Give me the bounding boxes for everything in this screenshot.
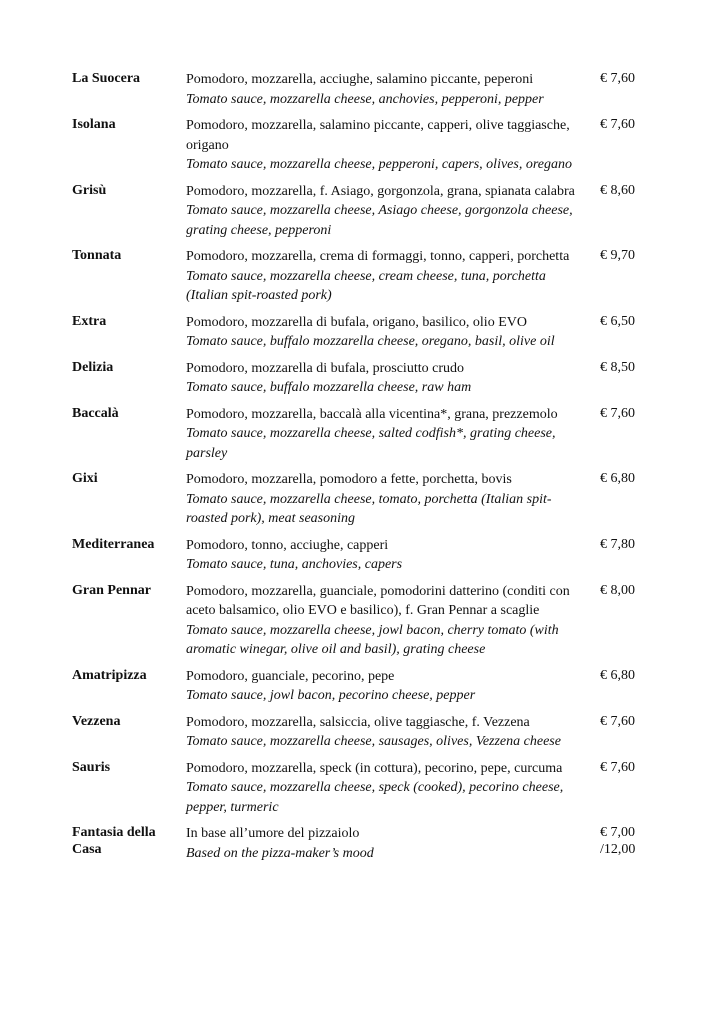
item-name: Gixi [72, 471, 98, 486]
item-name: Mediterranea [72, 536, 155, 552]
item-price: € 8,00 [600, 582, 635, 598]
italian-ingredients: Pomodoro, mozzarella di bufala, prosciutto crudo [186, 360, 464, 376]
item-description [186, 470, 586, 529]
menu-item-tonnata [72, 247, 656, 306]
english-ingredients: Tomato sauce, mozzarella cheese, salted codfish*, grating cheese, parsley [186, 426, 556, 461]
menu-item-la-suocera [72, 70, 656, 109]
italian-ingredients: Pomodoro, mozzarella, pomodoro a fette, porchetta, bovis [186, 472, 512, 487]
english-ingredients: Tomato sauce, jowl bacon, pecorino cheese, pepper [186, 688, 476, 703]
item-price: € 6,80 [600, 667, 635, 683]
italian-ingredients: Pomodoro, tonno, acciughe, capperi [186, 537, 389, 553]
item-price: € 6,50 [600, 313, 635, 329]
item-name: Extra [72, 313, 107, 329]
italian-ingredients: Pomodoro, mozzarella, salsiccia, olive taggiasche, f. Vezzena [186, 714, 530, 730]
item-description [186, 536, 586, 575]
italian-ingredients: Pomodoro, guanciale, pecorino, pepe [186, 668, 395, 684]
item-name: Tonnata [72, 248, 122, 263]
item-price: € 7,80 [600, 536, 635, 552]
english-ingredients: Tomato sauce, mozzarella cheese, anchovies, pepperoni, pepper [186, 91, 544, 107]
italian-ingredients: Pomodoro, mozzarella, salamino piccante, capperi, olive taggiasche, origano [186, 118, 570, 153]
item-price: € 7,60 [600, 405, 635, 421]
item-price: € 8,60 [600, 182, 635, 198]
item-description [186, 824, 586, 863]
menu-item-mediterranea [72, 536, 656, 575]
item-description [186, 313, 586, 352]
item-description [186, 70, 586, 109]
item-name: Vezzena [72, 713, 121, 729]
item-price: € 9,70 [600, 248, 635, 263]
english-ingredients: Tomato sauce, mozzarella cheese, Asiago cheese, gorgonzola cheese, grating cheese, pepperoni [186, 203, 573, 238]
menu-item-isolana [72, 116, 656, 175]
english-ingredients: Tomato sauce, buffalo mozzarella cheese, oregano, basil, olive oil [186, 334, 555, 349]
italian-ingredients: Pomodoro, mozzarella, acciughe, salamino piccante, peperoni [186, 72, 534, 87]
menu-item-delizia [72, 359, 656, 398]
item-name: Amatripizza [72, 667, 147, 683]
item-price: € 7,60 [600, 759, 635, 775]
item-price: € 6,80 [600, 471, 635, 486]
english-ingredients: Tomato sauce, mozzarella cheese, jowl bacon, cherry tomato (with aromatic winegar, olive oil and basil), grating cheese [186, 622, 559, 657]
menu-item-baccala [72, 405, 656, 464]
menu-item-amatripizza [72, 667, 656, 706]
item-description [186, 359, 586, 398]
menu-item-sauris [72, 759, 656, 818]
item-description [186, 405, 586, 464]
english-ingredients: Tomato sauce, mozzarella cheese, cream cheese, tuna, porchetta (Italian spit-roasted pork) [186, 268, 546, 303]
item-description [186, 713, 586, 752]
english-ingredients: Tomato sauce, mozzarella cheese, pepperoni, capers, olives, oregano [186, 157, 572, 172]
menu-item-fantasia-della-casa [72, 824, 656, 863]
italian-ingredients: Pomodoro, mozzarella, speck (in cottura), pecorino, pepe, curcuma [186, 760, 563, 776]
item-price: € 7,60 [600, 713, 635, 729]
item-description [186, 667, 586, 706]
menu-item-extra [72, 313, 656, 352]
item-description [186, 182, 586, 241]
item-price: € 8,50 [600, 359, 635, 375]
english-ingredients: Tomato sauce, mozzarella cheese, sausages, olives, Vezzena cheese [186, 734, 561, 749]
item-name: Sauris [72, 759, 111, 775]
item-name: Fantasia della Casa [72, 825, 156, 857]
english-ingredients: Tomato sauce, mozzarella cheese, speck (cooked), pecorino cheese, pepper, turmeric [186, 780, 564, 815]
english-ingredients: Tomato sauce, mozzarella cheese, tomato, porchetta (Italian spit-roasted pork), meat seasoning [186, 491, 552, 526]
item-description [186, 247, 586, 306]
item-name: Delizia [72, 359, 114, 375]
english-ingredients: Tomato sauce, tuna, anchovies, capers [186, 557, 403, 572]
item-price: € 7,00 /12,00 [600, 825, 636, 857]
italian-ingredients: Pomodoro, mozzarella, baccalà alla vicentina*, grana, prezzemolo [186, 406, 558, 422]
item-description [186, 759, 586, 818]
item-description [186, 582, 586, 660]
item-name: La Suocera [72, 71, 141, 86]
item-price: € 7,60 [600, 71, 635, 86]
item-name: Baccalà [72, 405, 119, 421]
english-ingredients: Tomato sauce, buffalo mozzarella cheese, raw ham [186, 380, 472, 395]
menu-item-gran-pennar [72, 582, 656, 660]
item-name: Isolana [72, 117, 116, 132]
item-description [186, 116, 586, 175]
menu-item-vezzena [72, 713, 656, 752]
menu-item-gixi [72, 470, 656, 529]
pizza-menu [72, 70, 656, 870]
italian-ingredients: Pomodoro, mozzarella, f. Asiago, gorgonzola, grana, spianata calabra [186, 183, 575, 199]
menu-item-grisu [72, 182, 656, 241]
item-name: Grisù [72, 182, 107, 198]
italian-ingredients: In base all’umore del pizzaiolo [186, 826, 360, 841]
italian-ingredients: Pomodoro, mozzarella, guanciale, pomodorini datterino (conditi con aceto balsamico, olio EVO e basilico), f. Gran Pennar a scaglie [186, 583, 570, 618]
italian-ingredients: Pomodoro, mozzarella di bufala, origano, basilico, olio EVO [186, 314, 527, 330]
item-price: € 7,60 [600, 117, 635, 132]
english-ingredients: Based on the pizza-maker’s mood [186, 845, 374, 861]
italian-ingredients: Pomodoro, mozzarella, crema di formaggi, tonno, capperi, porchetta [186, 249, 570, 264]
item-name: Gran Pennar [72, 582, 151, 598]
